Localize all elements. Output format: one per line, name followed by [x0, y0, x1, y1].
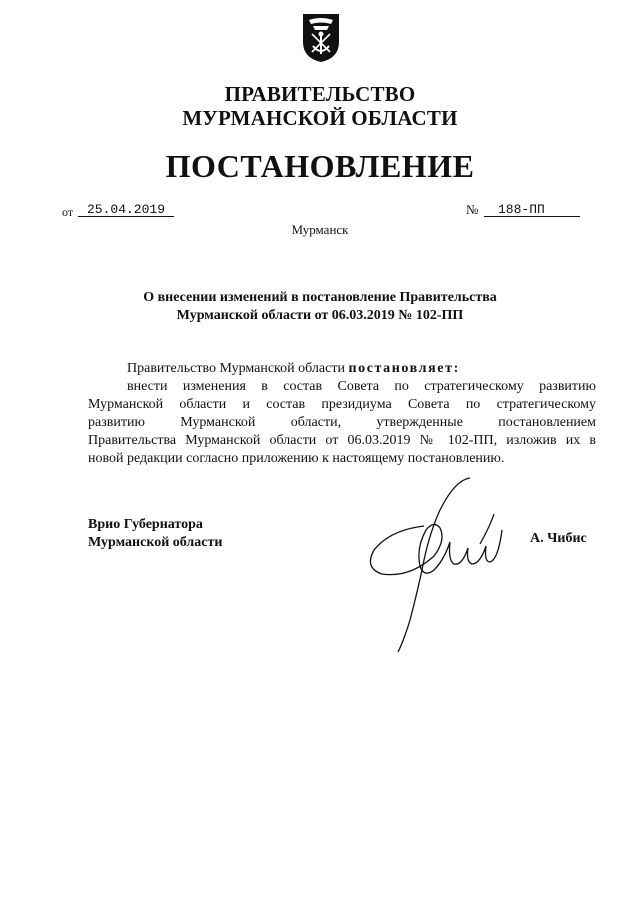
number-prefix: №	[466, 202, 479, 217]
subject-line2: Мурманской области от 06.03.2019 № 102-ПП	[176, 308, 464, 323]
document-type-title: ПОСТАНОВЛЕНИЕ	[165, 148, 475, 184]
body-line-2: Мурманской области и состав президиума Совета по стратегическому	[88, 397, 596, 412]
handwritten-signature	[360, 470, 510, 660]
city-name: Мурманск	[291, 222, 349, 237]
body-line-5: новой редакции согласно приложению к настоящему постановлению.	[88, 451, 505, 466]
org-name-line1: ПРАВИТЕЛЬСТВО	[224, 82, 416, 106]
body-intro-verb: постановляет:	[348, 361, 460, 376]
body-intro-lead: Правительство Мурманской области	[127, 361, 345, 376]
date-prefix: от	[62, 205, 74, 219]
signer-position-line2: Мурманской области	[88, 535, 223, 550]
body-line-4: Правительства Мурманской области от 06.03.2019 № 102-ПП, изложив их в	[88, 433, 596, 448]
date-field	[78, 200, 174, 217]
coat-of-arms-emblem	[301, 12, 341, 64]
org-name-line2: МУРМАНСКОЙ ОБЛАСТИ	[182, 106, 458, 130]
number-field	[484, 200, 580, 217]
date-value: 25.04.2019	[86, 202, 165, 217]
body-intro	[127, 360, 460, 378]
number-value: 188-ПП	[498, 202, 545, 217]
signer-position-line1: Врио Губернатора	[88, 517, 203, 532]
body-line-3: развитию Мурманской области, утвержденные постановлением	[88, 415, 596, 430]
body-line-1: внести изменения в состав Совета по стратегическому развитию	[127, 379, 596, 394]
subject-line1: О внесении изменений в постановление Правительства	[143, 290, 497, 305]
signer-name: А. Чибис	[530, 531, 587, 546]
